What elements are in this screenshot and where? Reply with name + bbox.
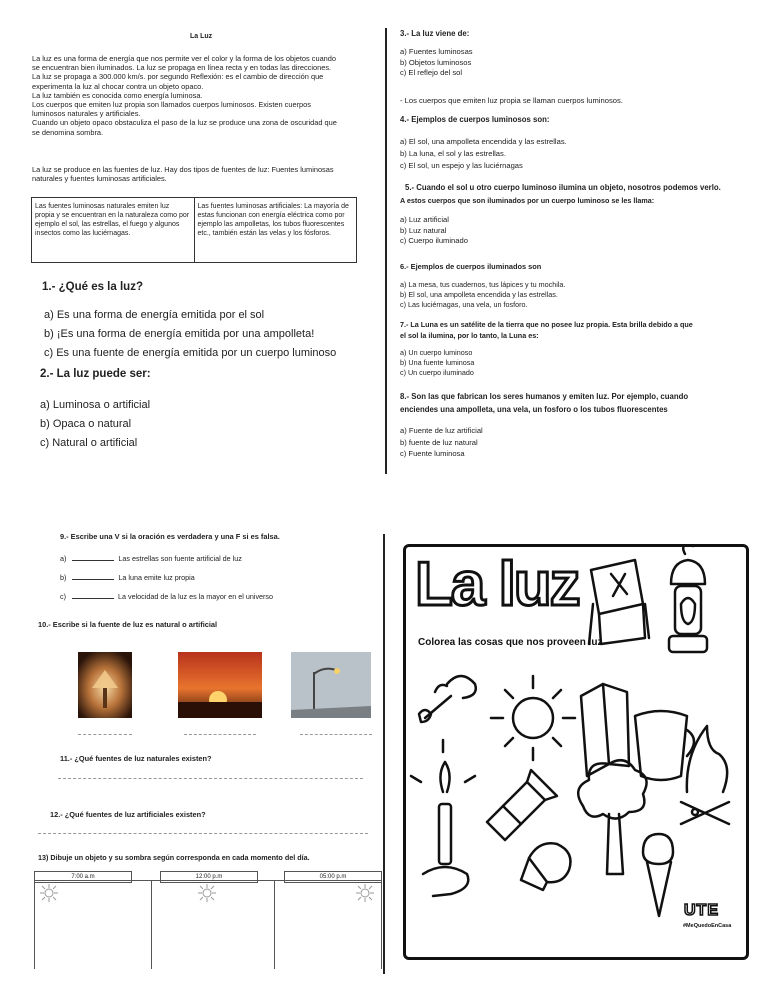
page-title: La Luz [190,33,213,40]
question-7-line1: 7.- La Luna es un satélite de la tierra que no posee luz propia. Esta brilla debido a que [400,320,693,329]
option[interactable]: b) Opaca o natural [40,418,132,430]
question-5-line2: A estos cuerpos que son iluminados por un cuerpo luminoso se les llama: [400,196,655,205]
sun-icon [38,883,60,903]
sunset-photo [178,652,262,718]
option[interactable]: c) El sol, un espejo y las luciérnagas [400,161,523,170]
campfire-icon [681,726,729,824]
question-1-options [44,306,336,363]
time-label: 7:00 a.m [34,871,132,883]
item-text: La luna emite luz propia [118,573,195,582]
option[interactable]: b) Objetos luminosos [400,57,472,67]
item-text: Las estrellas son fuente artificial de luz [118,554,242,563]
sun-icon [354,883,376,903]
answer-line[interactable] [78,734,132,735]
intro-line: La luz se propaga a 300.000 km/s. por segundo Reflexión: es el cambio de dirección que [32,72,324,82]
coloring-title: La luz [415,550,579,619]
option[interactable]: b) La luna, el sol y las estrellas. [400,149,506,158]
question-1: 1.- ¿Qué es la luz? [42,281,143,293]
intro-line: Los cuerpos que emiten luz propia son llamados cuerpos luminosos. Existen cuerpos [32,100,311,110]
artificial-sources-cell: Las fuentes luminosas artificiales: La mayoría de estas funcionan con energía eléctrica como por ejemplo las ampolletas, los tubos fluorescentes etc., también están las velas y los fósforos. [194,198,357,263]
intro-line: La luz también es conocida como energía luminosa. [32,90,203,100]
option[interactable]: c) Es una fuente de energía emitida por un cuerpo luminoso [44,347,337,359]
true-false-item [60,587,273,606]
question-9: 9.- Escribe una V si la oración es verdadera y una F si es falsa. [60,532,280,541]
question-12: 12.- ¿Qué fuentes de luz artificiales existen? [50,810,206,819]
intro-line: luminosos naturales y artificiales. [32,109,141,119]
option[interactable]: a) Luz artificial [400,215,449,224]
question-7-options [400,348,474,378]
time-label: 05:00 p.m [284,871,382,883]
page-divider [383,534,385,974]
sun-drawing-icon [491,676,575,760]
question-6: 6.- Ejemplos de cuerpos iluminados son [400,262,542,271]
sources-paragraph [32,165,372,183]
answer-line[interactable] [38,833,368,834]
question-8-options [400,425,483,460]
question-8-line2: enciendes una ampolleta, una vela, un fosforo o los tubos fluorescentes [400,405,668,414]
question-11: 11.- ¿Qué fuentes de luz naturales existen? [60,754,212,763]
ice-cream-icon [643,834,673,916]
sources-table [31,197,357,263]
question-3-note: - Los cuerpos que emiten luz propia se llaman cuerpos luminosos. [400,96,623,105]
flashlight-icon [487,770,557,840]
intro-line: se denomina sombra. [32,127,104,137]
intro-line: se encuentran bien iluminados. La luz se propaga en línea recta y en todas las direcciones. [32,63,332,73]
question-4-options [400,136,567,172]
tree-icon [578,760,646,874]
option[interactable]: b) Luz natural [400,225,447,235]
question-5-options [400,215,468,247]
question-6-options [400,280,565,311]
question-8-line1: 8.- Son las que fabrican los seres humanos y emiten luz. Por ejemplo, cuando [400,392,689,401]
hashtag-label: #MeQuedoEnCasa [683,923,732,929]
option[interactable]: b) fuente de luz natural [400,437,478,447]
option[interactable]: a) El sol, una ampolleta encendida y las estrellas. [400,137,567,146]
streetlight-photo [291,652,371,718]
option[interactable]: a) Un cuerpo luminoso [400,348,473,357]
answer-line[interactable] [300,734,372,735]
answer-line[interactable] [184,734,256,735]
coloring-drawings [403,544,743,954]
intro-line: La luz es una forma de energía que nos permite ver el color y la forma de los objetos cuando [32,54,337,63]
answer-blank[interactable] [72,579,114,580]
item-letter: b) [60,573,67,582]
sources-line: naturales y fuentes luminosas artificiales. [32,174,167,184]
bucket-icon [635,711,694,780]
item-text: La velocidad de la luz es la mayor en el universo [118,592,274,601]
intro-line: experimenta la luz al chocar contra un objeto opaco. [32,81,204,91]
option[interactable]: c) Fuente luminosa [400,449,465,458]
answer-blank[interactable] [72,560,114,561]
lightbulb-icon [521,843,571,890]
option[interactable]: a) Luminosa o artificial [40,399,151,411]
item-letter: c) [60,592,66,601]
answer-blank[interactable] [72,598,114,599]
question-3-options [400,47,473,79]
book-icon [581,684,629,776]
option[interactable]: a) La mesa, tus cuadernos, tus lápices y tu mochila. [400,280,566,289]
question-2-options [40,396,150,453]
option[interactable]: b) ¡Es una forma de energía emitida por una ampolleta! [44,328,315,340]
lantern-icon [669,545,707,652]
option[interactable]: a) Es una forma de energía emitida por el sol [44,309,265,321]
candle-icon [411,740,475,896]
brand-logo: UTE [684,902,719,919]
question-2: 2.- La luz puede ser: [40,368,151,380]
option[interactable]: c) Un cuerpo iluminado [400,368,474,377]
intro-paragraph [32,54,372,137]
question-9-items [60,549,273,606]
answer-line[interactable] [58,778,363,779]
sun-icon [196,883,218,903]
question-10: 10.- Escribe si la fuente de luz es natural o artificial [38,620,218,629]
option[interactable]: b) El sol, una ampolleta encendida y las estrellas. [400,290,558,300]
question-13: 13) Dibuje un objeto y su sombra según corresponda en cada momento del día. [38,853,310,862]
question-5-line1: 5.- Cuando el sol u otro cuerpo luminoso ilumina un objeto, nosotros podemos verlo. [405,183,721,192]
armchair-icon [589,560,649,644]
option[interactable]: c) Natural o artificial [40,437,138,449]
question-3: 3.- La luz viene de: [400,29,470,38]
true-false-item [60,568,273,587]
option[interactable]: c) Cuerpo iluminado [400,236,468,246]
sources-line: La luz se produce en las fuentes de luz. Hay dos tipos de fuentes de luz: Fuentes luminosas [32,165,334,174]
option[interactable]: a) Fuentes luminosas [400,47,473,56]
lamp-photo [78,652,132,718]
page-divider [385,28,387,474]
item-letter: a) [60,554,67,563]
option[interactable]: c) El reflejo del sol [400,68,463,78]
time-label: 12:00 p.m [160,871,258,883]
match-icon [419,676,476,722]
question-7-line2: el sol la ilumina, por lo tanto, la Luna es: [400,331,539,340]
question-4: 4.- Ejemplos de cuerpos luminosos son: [400,115,550,124]
coloring-subtitle: Colorea las cosas que nos proveen luz [418,637,603,648]
option[interactable]: a) Fuente de luz artificial [400,426,483,435]
natural-sources-cell: Las fuentes luminosas naturales emiten luz propia y se encuentran en la naturaleza como por ejemplo el sol, las estrellas, el fuego y algunos insectos como las luciérnagas. [32,198,195,263]
option[interactable]: c) Las luciérnagas, una vela, un fosforo. [400,300,528,310]
intro-line: Cuando un objeto opaco obstaculiza el paso de la luz se produce una zona de oscuridad que [32,118,337,128]
true-false-item [60,549,273,568]
option[interactable]: b) Una fuente luminosa [400,358,475,367]
